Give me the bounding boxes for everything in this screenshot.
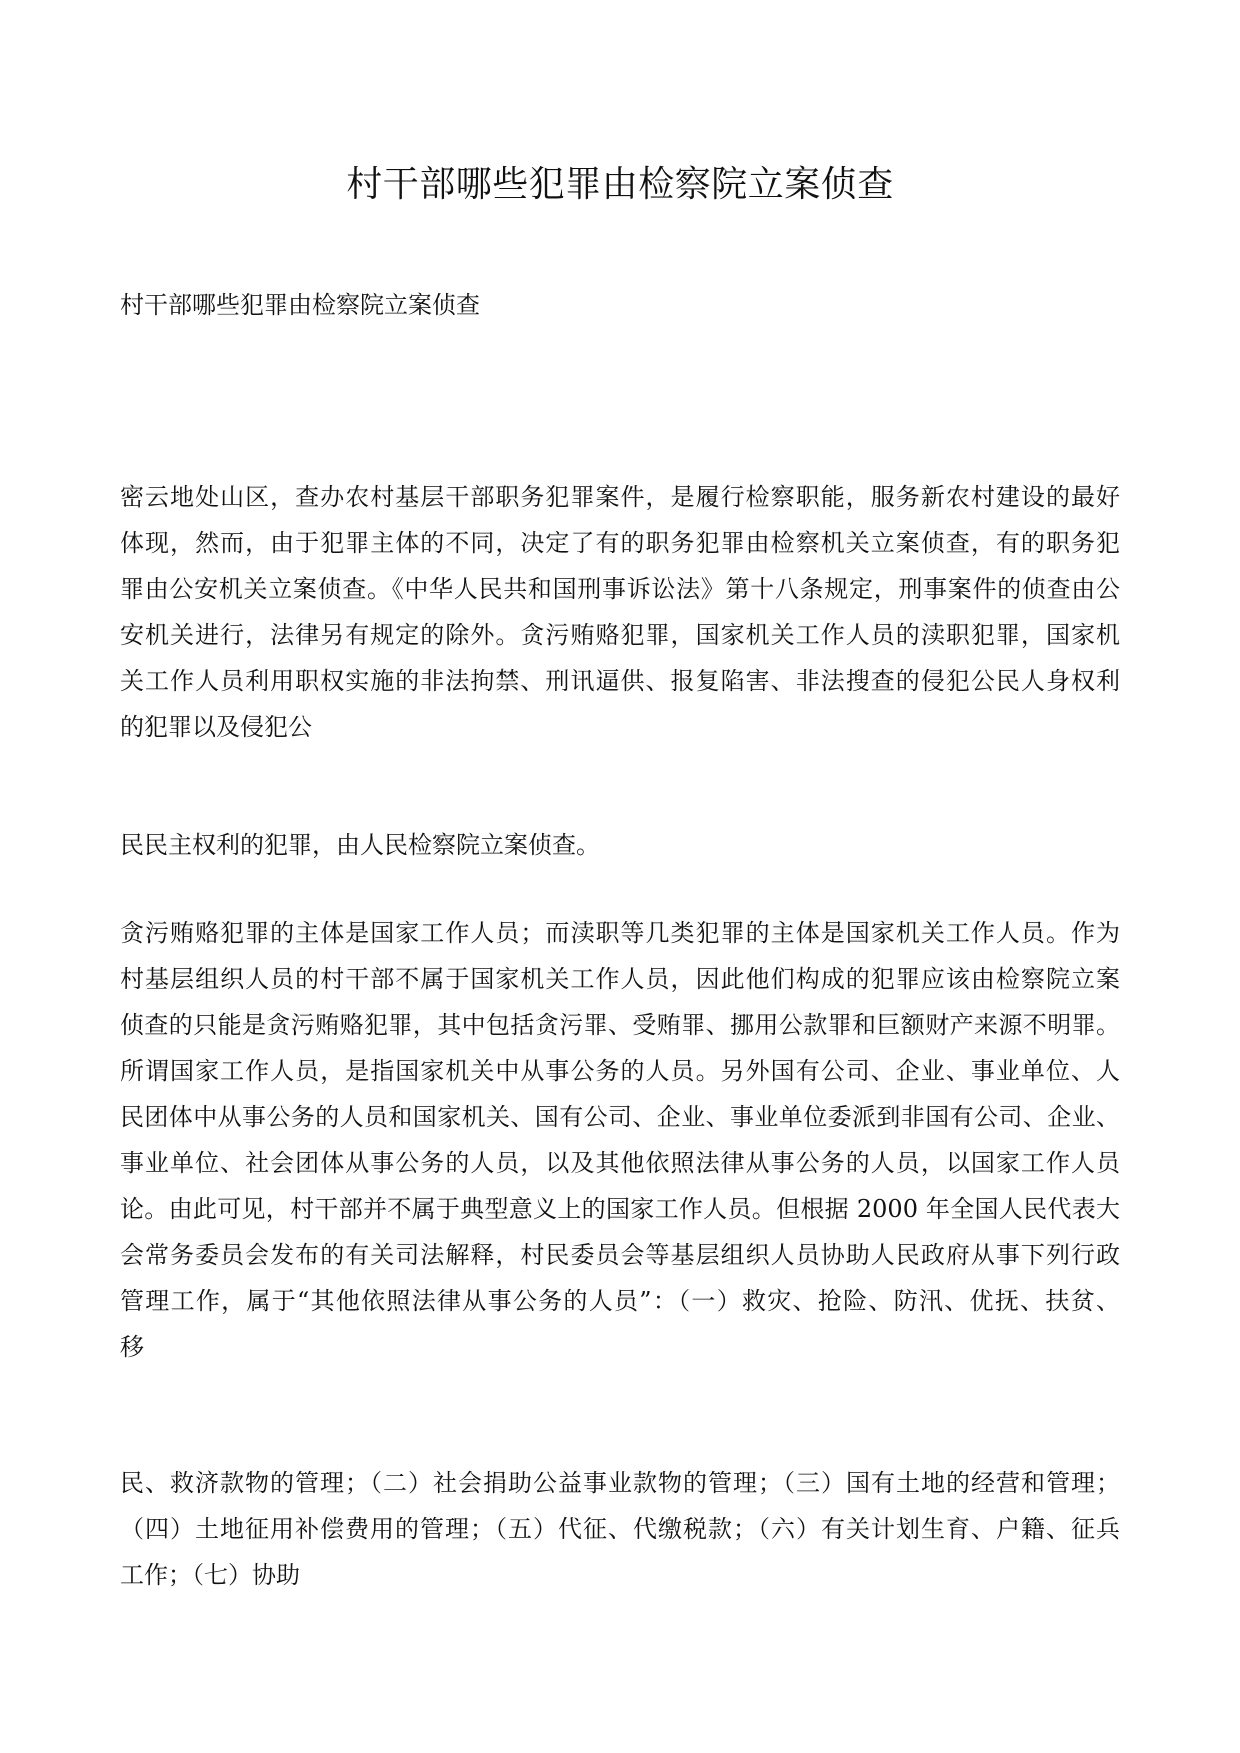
paragraph-line: 民团体中从事公务的人员和国家机关、国有公司、企业、事业单位委派到非国有公司、企业、	[120, 1103, 1120, 1131]
paragraph-line: 工作；（七）协助	[120, 1561, 300, 1589]
paragraph-line: 侦查的只能是贪污贿赂犯罪，其中包括贪污罪、受贿罪、挪用公款罪和巨额财产来源不明罪。	[120, 1011, 1120, 1039]
paragraph-line: 密云地处山区，查办农村基层干部职务犯罪案件，是履行检察职能，服务新农村建设的最好	[120, 483, 1120, 511]
paragraph-line: 会常务委员会发布的有关司法解释，村民委员会等基层组织人员协助人民政府从事下列行政	[120, 1241, 1120, 1269]
paragraph-line: 民民主权利的犯罪，由人民检察院立案侦查。	[120, 831, 600, 859]
paragraph-2	[120, 822, 1120, 868]
paragraph-line: 所谓国家工作人员，是指国家机关中从事公务的人员。另外国有公司、企业、事业单位、人	[120, 1057, 1120, 1085]
paragraph-line: 关工作人员利用职权实施的非法拘禁、刑讯逼供、报复陷害、非法搜查的侵犯公民人身权利	[120, 667, 1120, 695]
paragraph-line: 事业单位、社会团体从事公务的人员，以及其他依照法律从事公务的人员，以国家工作人员	[120, 1149, 1120, 1177]
paragraph-line: 管理工作，属于“其他依照法律从事公务的人员”：（一）救灾、抢险、防汛、优抚、扶贫、	[120, 1287, 1120, 1315]
paragraph-line: 民、救济款物的管理；（二）社会捐助公益事业款物的管理；（三）国有土地的经营和管理；	[120, 1469, 1120, 1497]
paragraph-1	[120, 474, 1120, 750]
paragraph-line: 的犯罪以及侵犯公	[120, 713, 312, 741]
document-subtitle: 村干部哪些犯罪由检察院立案侦查	[120, 291, 480, 319]
paragraph-line: 罪由公安机关立案侦查。《中华人民共和国刑事诉讼法》第十八条规定，刑事案件的侦查由公	[120, 575, 1120, 603]
paragraph-3	[120, 910, 1120, 1370]
paragraph-line: 论。由此可见，村干部并不属于典型意义上的国家工作人员。但根据 2000 年全国人民代表大	[120, 1195, 1120, 1223]
paragraph-line: 贪污贿赂犯罪的主体是国家工作人员；而渎职等几类犯罪的主体是国家机关工作人员。作为	[120, 919, 1120, 947]
page-title: 村干部哪些犯罪由检察院立案侦查	[346, 164, 894, 205]
paragraph-line: 村基层组织人员的村干部不属于国家机关工作人员，因此他们构成的犯罪应该由检察院立案	[120, 965, 1120, 993]
paragraph-line: （四）土地征用补偿费用的管理；（五）代征、代缴税款；（六）有关计划生育、户籍、征兵	[120, 1515, 1120, 1543]
paragraph-line: 安机关进行，法律另有规定的除外。贪污贿赂犯罪，国家机关工作人员的渎职犯罪，国家机	[120, 621, 1120, 649]
paragraph-line: 移	[120, 1333, 144, 1361]
paragraph-4	[120, 1460, 1120, 1598]
paragraph-line: 体现，然而，由于犯罪主体的不同，决定了有的职务犯罪由检察机关立案侦查，有的职务犯	[120, 529, 1120, 557]
